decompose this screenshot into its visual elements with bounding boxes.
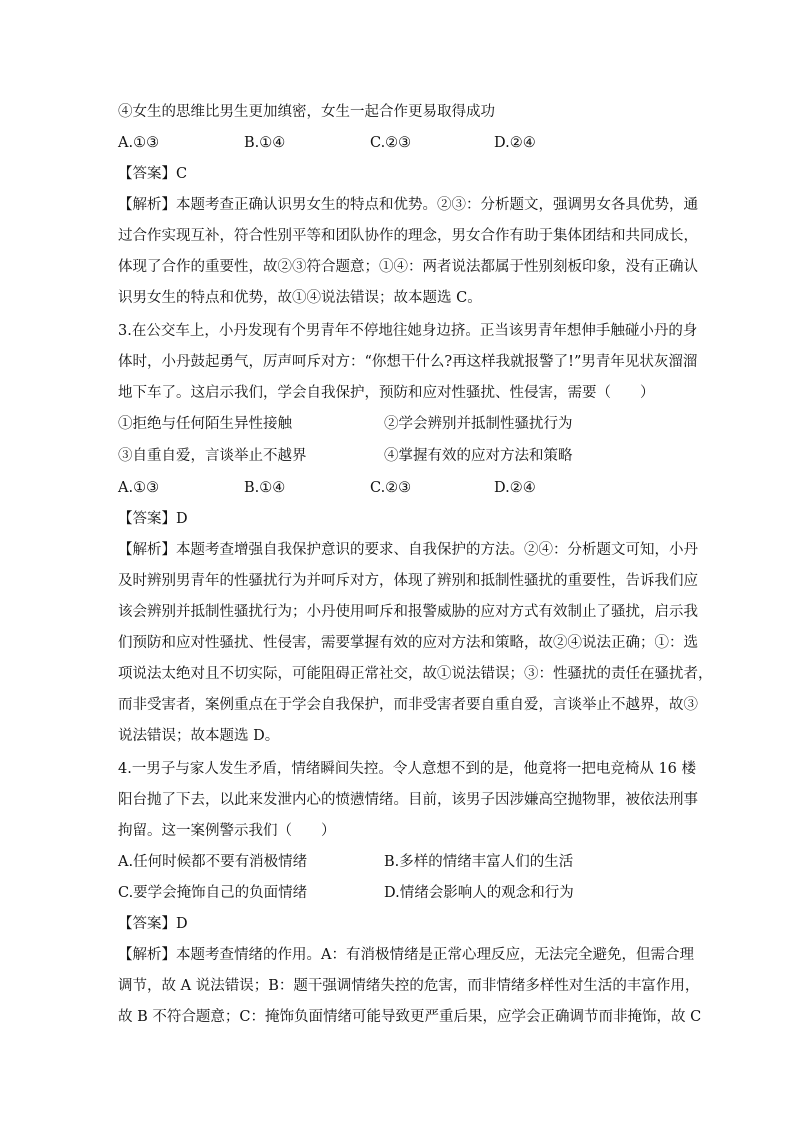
option-d: D.②④ bbox=[494, 135, 536, 151]
question-4-line1: 4.一男子与家人发生矛盾，情绪瞬间失控。令人意想不到的是，他竟将一把电竞椅从 16 楼 bbox=[118, 761, 696, 777]
explanation-q3-line4: 们预防和应对性骚扰、性侵害，需要掌握有效的应对方法和策略，故②④说法正确；①：选 bbox=[118, 635, 698, 651]
explanation-q2-line2: 过合作实现互补，符合性别平等和团队协作的理念，男女合作有助于集体团结和共同成长， bbox=[118, 228, 698, 244]
explanation-q3-line6: 而非受害者，案例重点在于学会自我保护，而非受害者要自重自爱，言谈举止不越界，故③ bbox=[118, 697, 698, 713]
option-d: D.情绪会影响人的观念和行为 bbox=[384, 885, 574, 901]
statement-4: ④女生的思维比男生更加缜密，女生一起合作更易取得成功 bbox=[118, 104, 495, 120]
explanation-q2-line1: 【解析】本题考查正确认识男女生的特点和优势。②③：分析题文，强调男女各具优势，通 bbox=[118, 197, 698, 213]
explanation-q3-line1: 【解析】本题考查增强自我保护意识的要求、自我保护的方法。②④：分析题文可知，小丹 bbox=[118, 542, 698, 558]
explanation-q3-line7: 说法错误；故本题选 D。 bbox=[118, 728, 280, 744]
explanation-q2-line3: 体现了合作的重要性，故②③符合题意；①④：两者说法都属于性别刻板印象，没有正确认 bbox=[118, 259, 698, 275]
explanation-q3-line3: 该会辨别并抵制性骚扰行为；小丹使用呵斥和报警威胁的应对方式有效制止了骚扰，启示我 bbox=[118, 604, 698, 620]
option-a: A.①③ bbox=[118, 135, 160, 151]
option-c: C.②③ bbox=[370, 135, 412, 151]
explanation-q4-line2: 调节，故 A 说法错误；B：题干强调情绪失控的危害，而非情绪多样性对生活的丰富作用， bbox=[118, 978, 700, 994]
option-b: B.①④ bbox=[244, 480, 286, 496]
question-4-line2: 阳台抛了下去，以此来发泄内心的愤懑情绪。目前，该男子因涉嫌高空抛物罪，被依法刑事 bbox=[118, 792, 698, 808]
option-d: D.②④ bbox=[494, 480, 536, 496]
option-c: C.要学会掩饰自己的负面情绪 bbox=[118, 885, 308, 901]
option-b: B.①④ bbox=[244, 135, 286, 151]
option-a: A.①③ bbox=[118, 480, 160, 496]
explanation-q4-line3: 故 B 不符合题意；C：掩饰负面情绪可能导致更严重后果，应学会正确调节而非掩饰，故 C bbox=[118, 1009, 702, 1025]
question-3-line2: 体时，小丹鼓起勇气，厉声呵斥对方：“你想干什么?再这样我就报警了!”男青年见状灰溜溜 bbox=[118, 354, 698, 370]
answer-q2: 【答案】C bbox=[118, 166, 188, 182]
question-3-line1: 3.在公交车上，小丹发现有个男青年不停地往她身边挤。正当该男青年想伸手触碰小丹的身 bbox=[118, 323, 698, 339]
statement-3: ③自重自爱，言谈举止不越界 bbox=[118, 448, 307, 464]
question-3-line3: 地下车了。这启示我们，学会自我保护，预防和应对性骚扰、性侵害，需要（ ） bbox=[118, 385, 655, 401]
statement-1: ①拒绝与任何陌生异性接触 bbox=[118, 416, 292, 432]
statement-2: ②学会辨别并抵制性骚扰行为 bbox=[384, 416, 573, 432]
explanation-q4-line1: 【解析】本题考查情绪的作用。A：有消极情绪是正常心理反应，无法完全避免，但需合理 bbox=[118, 947, 694, 963]
option-c: C.②③ bbox=[370, 480, 412, 496]
option-b: B.多样的情绪丰富人们的生活 bbox=[384, 854, 574, 870]
explanation-q2-line4: 识男女生的特点和优势，故①④说法错误；故本题选 C。 bbox=[118, 290, 482, 306]
explanation-q3-line2: 及时辨别男青年的性骚扰行为并呵斥对方，体现了辨别和抵制性骚扰的重要性，告诉我们应 bbox=[118, 573, 698, 589]
option-a: A.任何时候都不要有消极情绪 bbox=[118, 854, 308, 870]
answer-q3: 【答案】D bbox=[118, 511, 188, 527]
explanation-q3-line5: 项说法太绝对且不切实际，可能阻碍正常社交，故①说法错误；③：性骚扰的责任在骚扰者， bbox=[118, 666, 713, 682]
statement-4-q3: ④掌握有效的应对方法和策略 bbox=[384, 448, 573, 464]
answer-q4: 【答案】D bbox=[118, 916, 188, 932]
question-4-line3: 拘留。这一案例警示我们（ ） bbox=[118, 823, 336, 839]
